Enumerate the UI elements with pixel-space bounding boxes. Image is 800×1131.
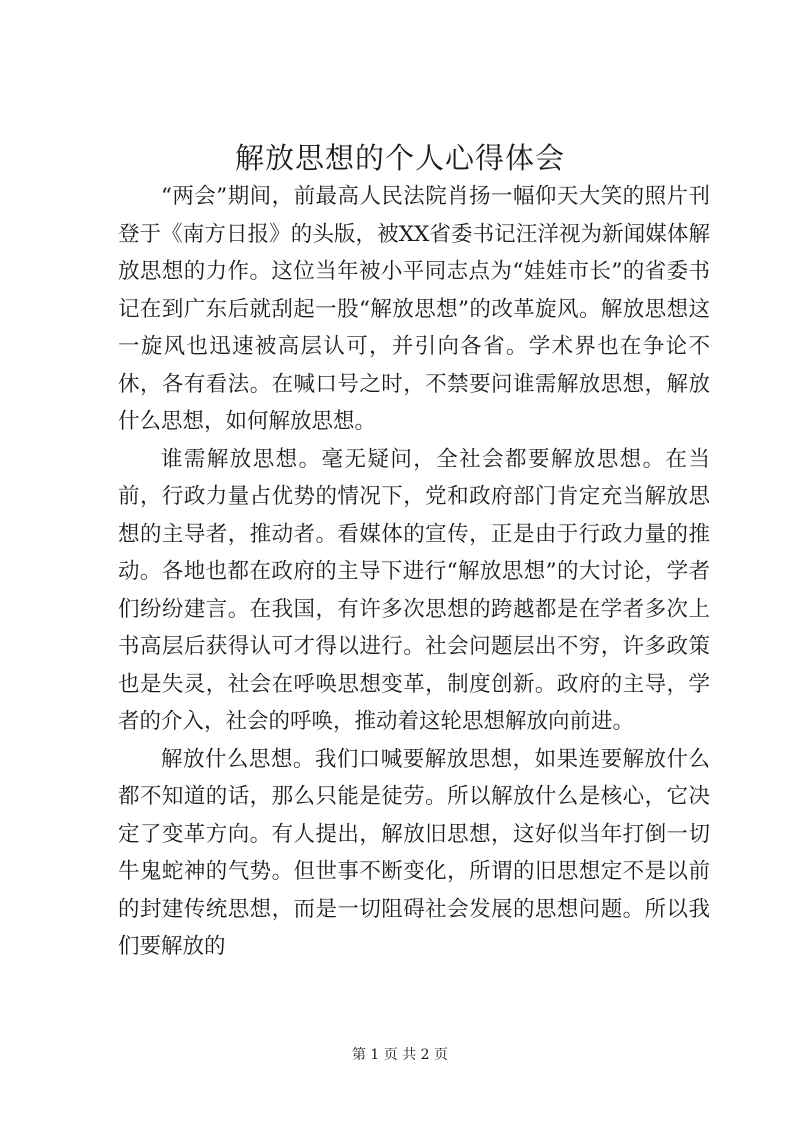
paragraph-3: 解放什么思想。我们口喊要解放思想，如果连要解放什么都不知道的话，那么只能是徒劳。所以解放什么是核心，它决定了变革方向。有人提出，解放旧思想，这好似当年打倒一切牛鬼蛇神的气势。但世事不断变化，所谓的旧思想定不是以前的封建传统思想，而是一切阻碍社会发展的思想问题。所以我们要解放的 bbox=[118, 746, 710, 959]
document-title: 解放思想的个人心得体会 bbox=[234, 141, 565, 175]
page-footer: 第 1 页 共 2 页 bbox=[351, 1047, 449, 1063]
document-body bbox=[118, 178, 710, 966]
paragraph-2: 谁需解放思想。毫无疑问，全社会都要解放思想。在当前，行政力量占优势的情况下，党和政府部门肯定充当解放思想的主导者，推动者。看媒体的宣传，正是由于行政力量的推动。各地也都在政府的主导下进行“解放思想”的大讨论，学者们纷纷建言。在我国，有许多次思想的跨越都是在学者多次上书高层后获得认可才得以进行。社会问题层出不穷，许多政策也是失灵，社会在呼唤思想变革，制度创新。政府的主导，学者的介入，社会的呼唤，推动着这轮思想解放向前进。 bbox=[118, 446, 710, 734]
paragraph-1: “两会”期间，前最高人民法院肖扬一幅仰天大笑的照片刊登于《南方日报》的头版，被XX省委书记汪洋视为新闻媒体解放思想的力作。这位当年被小平同志点为“娃娃市长”的省委书记在到广东后就刮起一股“解放思想”的改革旋风。解放思想这一旋风也迅速被高层认可，并引向各省。学术界也在争论不休，各有看法。在喊口号之时，不禁要问谁需解放思想，解放什么思想，如何解放思想。 bbox=[118, 184, 710, 434]
